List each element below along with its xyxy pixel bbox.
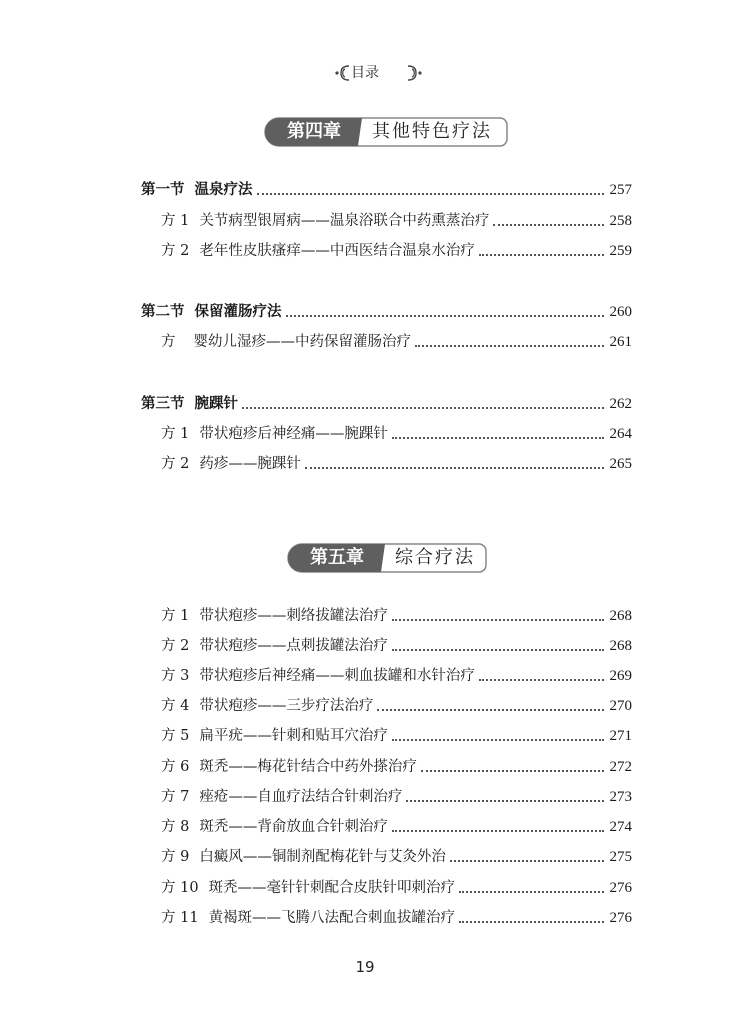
item-label: 方 10 <box>161 880 199 896</box>
page-ref: 271 <box>609 728 632 744</box>
item-label: 方 6 <box>161 759 190 775</box>
dot-leader <box>450 860 604 862</box>
ornament-right-icon <box>404 63 424 83</box>
dot-leader <box>479 679 604 681</box>
item-title: 带状疱疹——三步疗法治疗 <box>199 698 374 714</box>
page-ref: 264 <box>609 426 632 442</box>
chapter-title: 其他特色疗法 <box>372 121 492 142</box>
page-ref: 275 <box>609 849 632 865</box>
item-title: 药疹——腕踝针 <box>199 456 301 472</box>
item-title: 黄褐斑——飞腾八法配合刺血拔罐治疗 <box>208 910 456 926</box>
section-title: 腕踝针 <box>194 395 238 412</box>
toc-item-entry[interactable] <box>161 330 632 352</box>
item-label: 方 8 <box>161 819 190 835</box>
item-title: 关节病型银屑病——温泉浴联合中药熏蒸治疗 <box>199 213 490 229</box>
toc-item-entry[interactable] <box>161 845 632 867</box>
dot-leader <box>286 315 604 317</box>
toc-item-entry[interactable] <box>161 906 632 928</box>
dot-leader <box>421 770 604 772</box>
section-label: 第三节 <box>141 395 185 412</box>
dot-leader <box>493 224 603 226</box>
dot-leader <box>377 709 603 711</box>
toc-item-entry[interactable] <box>161 876 632 898</box>
chapter-number: 第五章 <box>310 547 364 568</box>
toc-item-entry[interactable] <box>161 815 632 837</box>
dot-leader <box>392 830 604 832</box>
toc-item-entry[interactable] <box>161 634 632 656</box>
chapter-title: 综合疗法 <box>395 547 475 568</box>
page-ref: 260 <box>609 304 632 320</box>
dot-leader <box>459 921 603 923</box>
section-title: 温泉疗法 <box>194 181 253 198</box>
item-label: 方 5 <box>161 728 190 744</box>
page-ref: 274 <box>609 819 632 835</box>
item-title: 带状疱疹后神经痛——腕踝针 <box>199 426 388 442</box>
dot-leader <box>392 649 604 651</box>
dot-leader <box>242 407 604 409</box>
dot-leader <box>415 345 604 347</box>
toc-item-entry[interactable] <box>161 604 632 626</box>
toc-section-entry[interactable] <box>141 178 632 200</box>
dot-leader <box>479 254 604 256</box>
page-ref: 257 <box>609 182 632 198</box>
item-label: 方 1 <box>161 213 190 229</box>
item-title: 带状疱疹后神经痛——刺血拔罐和水针治疗 <box>199 668 475 684</box>
item-title: 斑秃——毫针针刺配合皮肤针叩刺治疗 <box>208 880 456 896</box>
page-ref: 259 <box>609 243 632 259</box>
page-ref: 268 <box>609 608 632 624</box>
toc-item-entry[interactable] <box>161 452 632 474</box>
item-title: 痤疮——自血疗法结合针刺治疗 <box>199 789 403 805</box>
chapter-heading <box>264 117 508 147</box>
item-label: 方 2 <box>161 638 190 654</box>
item-title: 扁平疣——针刺和贴耳穴治疗 <box>199 728 388 744</box>
toc-item-entry[interactable] <box>161 785 632 807</box>
page-number: 19 <box>355 958 375 976</box>
toc-section-entry[interactable] <box>141 392 632 414</box>
page-ref: 272 <box>609 759 632 775</box>
item-label: 方 11 <box>161 910 199 926</box>
page-ref: 262 <box>609 396 632 412</box>
item-title: 带状疱疹——点刺拔罐法治疗 <box>199 638 388 654</box>
item-title: 斑秃——背俞放血合针刺治疗 <box>199 819 388 835</box>
item-title: 带状疱疹——刺络拔罐法治疗 <box>199 608 388 624</box>
item-label: 方 4 <box>161 698 190 714</box>
running-header <box>0 58 730 88</box>
item-label: 方 3 <box>161 668 190 684</box>
section-title: 保留灌肠疗法 <box>194 303 282 320</box>
dot-leader <box>257 193 604 195</box>
toc-item-entry[interactable] <box>161 664 632 686</box>
item-title: 老年性皮肤瘙痒——中西医结合温泉水治疗 <box>199 243 475 259</box>
dot-leader <box>406 800 603 802</box>
toc-item-entry[interactable] <box>161 724 632 746</box>
dot-leader <box>305 467 604 469</box>
toc-item-entry[interactable] <box>161 209 632 231</box>
toc-item-entry[interactable] <box>161 239 632 261</box>
header-title: 目录 <box>351 65 379 81</box>
toc-item-entry[interactable] <box>161 694 632 716</box>
dot-leader <box>459 891 603 893</box>
page-ref: 276 <box>609 910 632 926</box>
section-label: 第二节 <box>141 303 185 320</box>
page-ref: 265 <box>609 456 632 472</box>
toc-item-entry[interactable] <box>161 422 632 444</box>
item-label: 方 1 <box>161 608 190 624</box>
section-label: 第一节 <box>141 181 185 198</box>
toc-section-entry[interactable] <box>141 300 632 322</box>
item-label: 方 <box>161 334 176 350</box>
dot-leader <box>392 437 604 439</box>
page-ref: 268 <box>609 638 632 654</box>
page-ref: 261 <box>609 334 632 350</box>
dot-leader <box>392 739 604 741</box>
page-ref: 273 <box>609 789 632 805</box>
chapter-number: 第四章 <box>287 121 341 142</box>
item-title: 婴幼儿湿疹——中药保留灌肠治疗 <box>193 334 411 350</box>
item-label: 方 2 <box>161 243 190 259</box>
item-label: 方 7 <box>161 789 190 805</box>
page-ref: 270 <box>609 698 632 714</box>
item-label: 方 2 <box>161 456 190 472</box>
item-label: 方 1 <box>161 426 190 442</box>
chapter-heading <box>287 543 487 573</box>
page-ref: 269 <box>609 668 632 684</box>
item-title: 白癜风——铜制剂配梅花针与艾灸外治 <box>199 849 446 865</box>
toc-item-entry[interactable] <box>161 755 632 777</box>
item-title: 斑秃——梅花针结合中药外搽治疗 <box>199 759 417 775</box>
page-ref: 276 <box>609 880 632 896</box>
item-label: 方 9 <box>161 849 190 865</box>
page-ref: 258 <box>609 213 632 229</box>
dot-leader <box>392 619 604 621</box>
